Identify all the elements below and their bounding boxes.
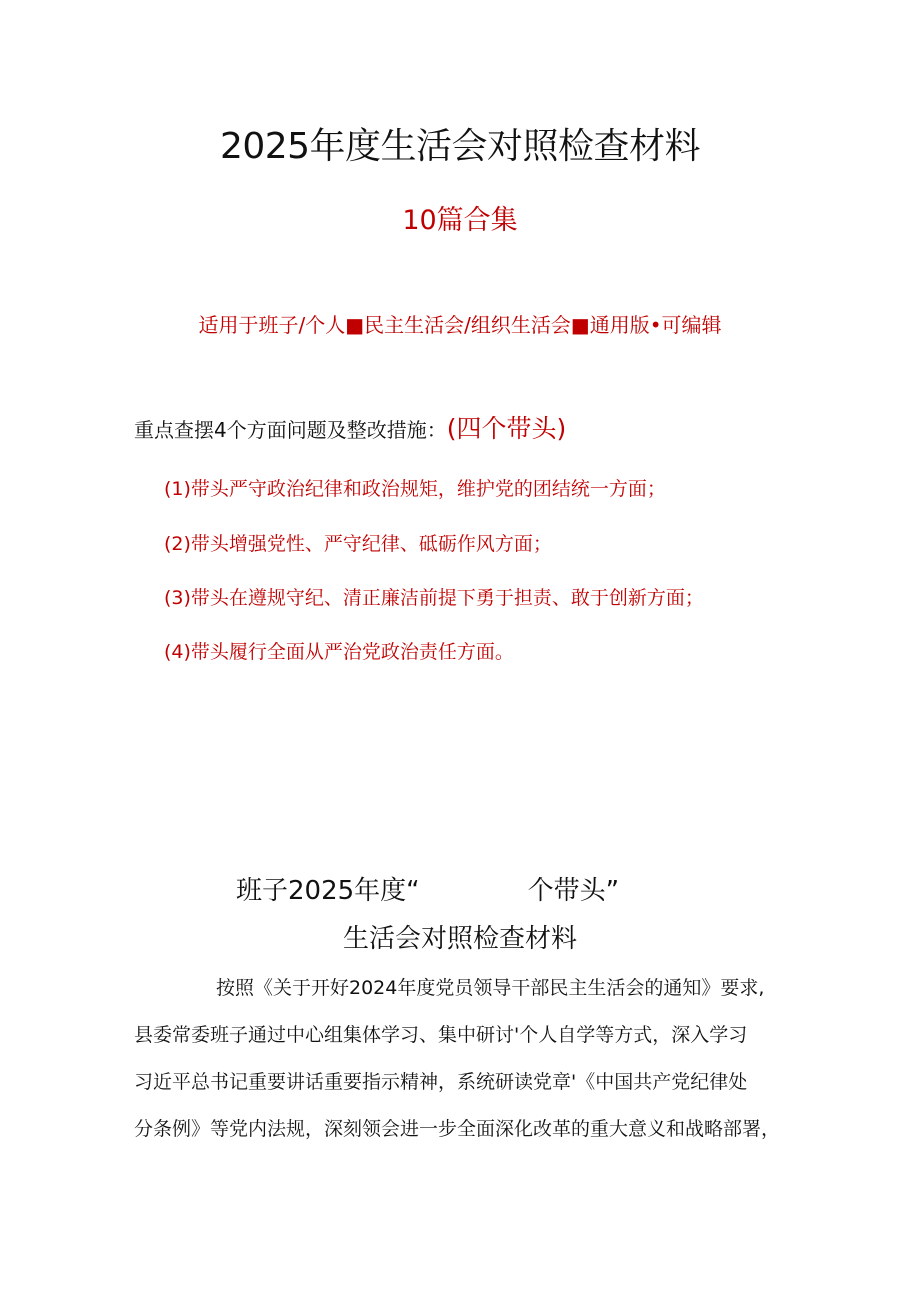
body-line: 分条例》等党内法规，深刻领会进一步全面深化改革的重大意义和战略部署， (134, 1118, 781, 1140)
focus-item: (2)带头增强党性、严守纪律、砥砺作风方面； (164, 533, 552, 555)
focus-item: (1)带头严守政治纪律和政治规矩，维护党的团结统一方面； (164, 478, 666, 500)
document-subtitle: 10篇合集 (402, 205, 518, 236)
focus-item: (4)带头履行全面从严治党政治责任方面。 (164, 641, 514, 663)
focus-lead: 重点查摆4个方面问题及整改措施： (134, 418, 447, 442)
focus-heading (134, 409, 566, 445)
body-line: 习近平总书记重要讲话重要指示精神，系统研读党章'《中国共产党纪律处 (134, 1071, 748, 1093)
focus-emphasis: (四个带头) (446, 414, 567, 443)
applicability-note: 适用于班子/个人■民主生活会/组织生活会■通用版•可编辑 (198, 313, 722, 337)
body-line: 按照《关于开好2024年度党员领导干部民主生活会的通知》要求, (216, 977, 765, 999)
body-line: 县委常委班子通过中心组集体学习、集中研讨'个人自学等方式，深入学习 (134, 1024, 748, 1046)
document-title: 2025年度生活会对照检查材料 (219, 126, 701, 167)
focus-item: (3)带头在遵规守纪、清正廉洁前提下勇于担责、敢于创新方面； (164, 587, 704, 609)
section-title-line1 (236, 870, 619, 907)
section-title-part2: 个带头” (527, 876, 620, 906)
section-title-line2: 生活会对照检查材料 (342, 924, 577, 954)
section-title-part1: 班子2025年度“ (236, 876, 420, 906)
